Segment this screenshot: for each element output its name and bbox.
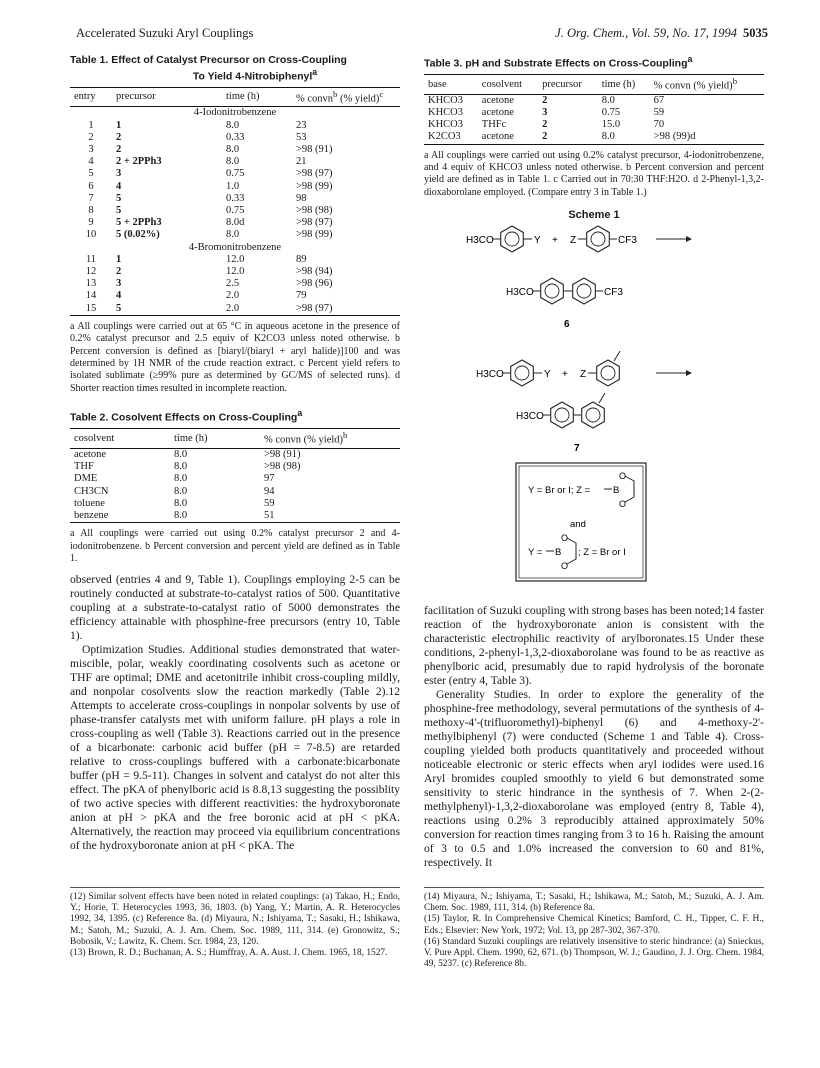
table3-cell: 8.0	[601, 94, 615, 106]
table1-cell: 4	[116, 180, 122, 192]
table3-cell: 2	[542, 119, 548, 131]
svg-text:B: B	[613, 484, 620, 496]
table1-cell: 0.33	[226, 131, 245, 143]
table1-cell: 0.33	[226, 192, 245, 204]
table3-cell: 59	[653, 106, 665, 118]
table1-cell: 14	[85, 290, 97, 302]
table1-cell: 4	[116, 290, 122, 302]
table2-body	[70, 448, 400, 522]
table2-cell: 97	[264, 473, 275, 485]
table3-row	[424, 94, 764, 107]
z-label: Z	[570, 234, 577, 246]
table1-cell: 98	[296, 192, 307, 204]
svg-text:H3CO: H3CO	[506, 286, 534, 298]
table1-cell: 8.0	[226, 229, 240, 241]
table1-cell: 2	[116, 265, 122, 277]
table1-row	[70, 217, 400, 229]
table2-cell: 59	[264, 497, 275, 509]
table1-cell: 8.0	[226, 156, 240, 168]
table1-cell: 2	[116, 143, 122, 155]
scheme-reaction-2	[476, 351, 692, 386]
table1-cell: 9	[88, 217, 94, 229]
table2-col-convn: % convn (% yield)$^b$	[264, 430, 348, 446]
table1-cell: 12.0	[226, 253, 245, 265]
table1	[70, 87, 400, 316]
table2-row	[70, 498, 400, 510]
table1-cell: >98 (96)	[296, 278, 333, 290]
left-references	[70, 887, 400, 959]
table1-cell: 13	[85, 278, 97, 290]
table3-cell: K2CO3	[428, 131, 461, 143]
running-header-journal	[555, 26, 768, 41]
reference-15: (15) Taylor, R. In Comprehensive Chemical Kinetics; Bamford, C. H., Tipper, C. F. H., Eds.; Elsevier: New York, 1972; Vol. 13, pp 287-302, 367-370.	[424, 914, 764, 936]
box-definition-2-suffix: ; Z = Br or I	[578, 546, 626, 558]
table2-cell: toluene	[74, 497, 105, 509]
table3-cell: THFc	[481, 119, 507, 131]
table1-cell: 3	[116, 278, 122, 290]
table1-cell: 53	[296, 131, 307, 143]
box-definition-2: Y =	[528, 546, 543, 558]
table2-row	[70, 473, 400, 485]
box-definition-1: Y = Br or I; Z =	[528, 484, 591, 496]
table1-cell: 2.0	[226, 290, 240, 302]
reference-14: (14) Miyaura, N.; Ishiyama, T.; Sasaki, H.; Ishikawa, M.; Satoh, M.; Suzuki, A. J. Am. Chem. Soc. 1989, 111, 314. (b) Reference 8a.	[424, 892, 764, 914]
svg-text:B: B	[555, 546, 562, 558]
table1-row	[70, 266, 400, 278]
table2-cell: DME	[74, 473, 98, 485]
table1-cell: 1	[116, 119, 122, 131]
table1-section-header: 4-Iodonitrobenzene	[193, 107, 277, 119]
table1-cell: 5 + 2PPh3	[116, 217, 162, 229]
table1-col-entry: entry	[74, 91, 96, 103]
table2	[70, 428, 400, 523]
table1-section-header: 4-Bromonitrobenzene	[188, 241, 282, 253]
page-number: 5035	[743, 26, 768, 40]
table2-cell: 51	[264, 509, 275, 521]
table3-row	[424, 119, 764, 131]
table3-col-cosolvent: cosolvent	[481, 78, 523, 90]
table1-cell: 21	[296, 156, 307, 168]
table1-row	[70, 205, 400, 217]
table2-col-cosolvent: cosolvent	[74, 433, 115, 445]
table3-header-row	[424, 75, 764, 95]
table3-col-convn: % convn (% yield)$^b$	[653, 76, 738, 92]
table1-cell: >98 (97)	[296, 302, 333, 314]
table1-header-row	[70, 87, 400, 107]
table1-cell: >98 (98)	[296, 204, 333, 216]
table3-cell: >98 (99)d	[653, 131, 696, 143]
right-references	[424, 887, 764, 970]
table2-cell: acetone	[74, 448, 107, 460]
table3-body	[424, 94, 764, 144]
box-and-label: and	[570, 518, 586, 530]
table1-cell: 79	[296, 290, 307, 302]
table1-cell: 8.0	[226, 143, 240, 155]
table1-cell: 23	[296, 119, 307, 131]
reference-12: (12) Similar solvent effects have been noted in related couplings: (a) Takao, H.; Endo, Y.; Horie, T. Heterocycles 1993, 36, 1803. (b) Yang, Y.; Martin, A. R. Heterocycles 1992, 34, 1395. (c) Reference 8a. (d) Miyaura, N.; Ishiyama, T.; Sasaki, H.; Ishikawa, M.; Satoh, M.; Suzuki, A. J. Am. Chem. Soc. 1989, 111, 314. (e) Gronowitz, S.; Bobosik, V.; Lawitz, K. Chem. Scr. 1984, 23, 120.	[70, 892, 400, 947]
table1-cell: >98 (94)	[296, 265, 333, 277]
table3-col-base: base	[428, 78, 447, 90]
compound-7-label: 7	[574, 442, 580, 454]
table3-cell: KHCO3	[428, 94, 464, 106]
table2-cell: THF	[74, 461, 94, 473]
svg-text:CF3: CF3	[604, 286, 623, 298]
table2-cell: CH3CN	[74, 485, 109, 497]
table1-row	[70, 193, 400, 205]
table1-cell: 2	[116, 131, 122, 143]
right-column	[424, 54, 764, 870]
scheme-reaction-1	[466, 226, 692, 252]
table1-row	[70, 290, 400, 302]
table1-row	[70, 254, 400, 266]
table1-cell: 7	[88, 192, 94, 204]
journal-citation: J. Org. Chem., Vol. 59, No. 17, 1994	[555, 26, 737, 40]
table3-cell: 2	[542, 131, 548, 143]
table3-cell: 2	[542, 94, 548, 106]
table2-footnote: a All couplings were carried out using 0.2% catalyst precursor 2 and 4-iodonitrobenzene. b Percent conversion and percent yield are defined as in Table 1.	[70, 528, 400, 564]
table3-cell: KHCO3	[428, 106, 464, 118]
table1-cell: 1	[116, 253, 122, 265]
table1-caption-line1: Table 1. Effect of Catalyst Precursor on Cross-Coupling	[70, 54, 347, 66]
table3-cell: 8.0	[601, 131, 615, 143]
svg-text:O: O	[619, 498, 627, 509]
reference-13: (13) Brown, R. D.; Buchanan, A. S.; Humffray, A. A. Aust. J. Chem. 1965, 18, 1527.	[70, 948, 388, 959]
table3-col-time: time (h)	[601, 78, 636, 90]
table2-cell: 8.0	[174, 473, 188, 485]
table2-caption: Table 2. Cosolvent Effects on Cross-Coupling$^a$	[70, 408, 303, 424]
product-6-structure	[506, 278, 623, 330]
scheme-title: Scheme 1	[568, 209, 620, 222]
table1-cell: 4	[88, 156, 94, 168]
product-7-structure	[516, 393, 605, 454]
table3-cell: acetone	[481, 131, 514, 143]
table3-caption: Table 3. pH and Substrate Effects on Cross-Coupling$^a$	[424, 54, 693, 70]
table3-cell: 0.75	[601, 106, 621, 118]
svg-text:+: +	[562, 368, 568, 380]
svg-text:Y: Y	[544, 368, 551, 380]
table1-cell: 2	[88, 131, 94, 143]
table1-row	[70, 278, 400, 290]
svg-text:O: O	[619, 470, 627, 481]
table2-cell: 8.0	[174, 497, 188, 509]
table1-cell: 8.0d	[226, 217, 245, 229]
benzene-ring-icon	[501, 226, 524, 252]
table2-cell: 8.0	[174, 448, 188, 460]
table1-cell: >98 (99)	[296, 180, 333, 192]
table1-row	[70, 168, 400, 180]
plus-sign: +	[552, 234, 558, 246]
compound-6-label: 6	[564, 318, 570, 330]
table1-cell: 12	[85, 265, 97, 277]
table2-cell: benzene	[74, 509, 109, 521]
table2-cell: 8.0	[174, 485, 188, 497]
table2-row	[70, 510, 400, 523]
table1-row	[70, 303, 400, 316]
table3-col-precursor: precursor	[542, 78, 582, 90]
reference-16: (16) Standard Suzuki couplings are relatively insensitive to steric hindrance: (a) Snieckus, V. Pure Appl. Chem. 1990, 62, 671. (b) Thompson, W. J.; Gaudino, J. J. Org. Chem. 1984, 49, 5237. (c) Reference 8b.	[424, 936, 764, 970]
table1-cell: 0.75	[226, 204, 245, 216]
table2-header-row	[70, 429, 400, 449]
table1-row	[70, 229, 400, 241]
table1-row	[70, 144, 400, 156]
table2-row	[70, 448, 400, 461]
table2-cell: 8.0	[174, 461, 188, 473]
table1-row	[70, 156, 400, 168]
table1-cell: 12.0	[226, 265, 245, 277]
table1-row	[70, 181, 400, 193]
table3-cell: 15.0	[601, 119, 621, 131]
running-header-title: Accelerated Suzuki Aryl Couplings	[76, 26, 254, 40]
table1-cell: >98 (91)	[296, 143, 333, 155]
table1-col-time: time (h)	[226, 91, 260, 103]
table1-cell: 1	[88, 119, 94, 131]
methoxy-label: H3CO	[466, 234, 494, 246]
table3-footnote: a All couplings were carried out using 0.2% catalyst precursor, 4-iodonitrobenzene, and 4 equiv of KHCO3 unless noted otherwise. b Percent conversion and percent yield are defined as in Table 1. c Carried out in 70:30 THF:H2O. d 2-Phenyl-1,3,2-dioxaborolane employed. (Compare entry 3 in Table 1.)	[424, 149, 764, 198]
table1-cell: 5	[88, 168, 94, 180]
table3-row	[424, 131, 764, 144]
right-body-paragraph-1: facilitation of Suzuki coupling with strong bases has been noted;14 faster reaction of the hydroxyboronate anion is consistent with the characteristic electrophilic reactivity of arylboronates.15 Under these conditions, 2-phenyl-1,3,2-dioxaborolane was found to be as reactive as phenylboric acid, presumably due to rapid hydrolysis of the boronate ester (entry 4, Table 3).	[424, 603, 765, 687]
table1-cell: 6	[88, 180, 94, 192]
table1-cell: 5	[116, 302, 122, 314]
left-body-paragraph-2: Optimization Studies. Additional studies demonstrated that water-miscible, polar, weakly coordinating cosolvents such as acetone or THF are optimal; DME and acetonitrile inhibit cross-coupling mildly, and nonpolar cosolvents slow the reaction markedly (Table 2).12 Attempts to accelerate cross-couplings in nonpolar solvents by use of phase-transfer catalysts met with uniform failure. pH plays a role in cross-coupling as well (Table 3). Reactions carried out in the presence of a bicarbonate: carbonic acid buffer (pH = 7-8.5) are retarded relative to cross-couplings buffered with a carbonate:bicarbonate buffer (pH = 9.5-11). Changes in solvent and catalyst do not alter this effect. The pKA of phenylboric acid is 8.8,13 suggesting the possiblity of two active species with different reactivities: the hydroxyboronate anion at pH > pKA and the free boronic acid at pH < pKA. Alternatively, the reaction may proceed via equilibrium concentrations of the hydroxyboronate anion at pH < pKA. The	[70, 643, 400, 853]
svg-text:O: O	[561, 532, 569, 543]
table3	[424, 74, 764, 144]
table3-cell: acetone	[481, 94, 514, 106]
svg-text:H3CO: H3CO	[516, 410, 544, 422]
table1-cell: 2 + 2PPh3	[116, 156, 162, 168]
left-column	[70, 54, 400, 853]
table1-cell: 8	[88, 204, 94, 216]
table1-row	[70, 120, 400, 132]
svg-text:Z: Z	[580, 368, 587, 380]
table1-body	[70, 107, 400, 315]
table1-cell: 15	[85, 302, 97, 314]
table1-col-convn: % convn$^b$ (% yield)$^c$	[296, 88, 384, 105]
table1-footnote: a All couplings were carried out at 65 °C in aqueous acetone in the presence of 0.2% catalyst precursor and 2.5 equiv of K2CO3 unless noted otherwise. b Percent conversion is defined as [biaryl/(biaryl + aryl halide)]100 and was determined by 1H NMR of the crude reaction extract. c Percent yield refers to isolated sublimate (≥99% pure as determined by GC/MS of selected runs). d Shorter reaction times resulted in incomplete reaction.	[70, 320, 400, 394]
table2-row	[70, 461, 400, 473]
table1-caption	[70, 54, 400, 83]
cf3-label: CF3	[618, 234, 637, 246]
table1-cell: >98 (97)	[296, 168, 333, 180]
methyl-substituent	[614, 351, 620, 361]
scheme-definition-box	[516, 463, 646, 581]
table1-cell: 5	[116, 192, 122, 204]
y-label: Y	[534, 234, 541, 246]
table1-cell: >98 (97)	[296, 217, 333, 229]
table2-col-time: time (h)	[174, 433, 208, 445]
table3-cell: 3	[542, 106, 548, 118]
table1-cell: 1.0	[226, 180, 240, 192]
table1-cell: 0.75	[226, 168, 245, 180]
table1-cell: 5	[116, 204, 122, 216]
table1-cell: 8.0	[226, 119, 240, 131]
table2-cell: 8.0	[174, 509, 188, 521]
table1-cell: 89	[296, 253, 307, 265]
table3-row	[424, 107, 764, 119]
table1-cell: >98 (99)	[296, 229, 333, 241]
right-body-paragraph-2: Generality Studies. In order to explore the generality of the phosphine-free methodology, several permutations of the synthesis of 4-methoxy-4'-(trifluoromethyl)-biphenyl (6) and 4-methoxy-2'-methylbiphenyl (7) were conducted (Scheme 1 and Table 4). Cross-coupling yielded both products quantitatively and proceeded without noticeable electronic or steric effects when aryl iodides were used.16 Aryl bromides coupled smoothly to yield 6 but demonstrated some sensitivity to steric hindrance in the synthesis of 7. When 2-(2-methylphenyl)-1,3,2-dioxaborolane was employed (entry 8, Table 4), reactions using 0.2% 3 reproducibly attained approximately 50% conversion for reaction times ranging from 3 to 16 h. Raising the amount of 3 to 0.5 and 1.0% increased the conversion to 60 and 81%, respectively. It	[424, 687, 764, 869]
scheme-1-figure	[424, 223, 764, 593]
table1-cell: 10	[85, 229, 97, 241]
table1-cell: 2.0	[226, 302, 240, 314]
table1-caption-line2: To Yield 4-Nitrobiphenyl$^a$	[192, 66, 318, 83]
table3-cell: KHCO3	[428, 119, 464, 131]
table1-col-precursor: precursor	[116, 91, 156, 103]
table2-cell: >98 (91)	[264, 448, 301, 460]
left-body-paragraph-1: observed (entries 4 and 9, Table 1). Couplings employing 2-5 can be routinely conducted at substrate-to-catalyst ratios of 500. Quantitative coupling at a substrate-to-catalyst ratio of 5000 demonstrates the efficiency attainable with phosphine-free precursors (entry 10, Table 1).	[70, 573, 400, 643]
table3-cell: 67	[653, 94, 665, 106]
table2-row	[70, 486, 400, 498]
table2-cell: 94	[264, 485, 275, 497]
table1-row	[70, 132, 400, 144]
table3-cell: acetone	[481, 106, 514, 118]
table2-cell: >98 (98)	[264, 461, 301, 473]
table1-cell: 3	[88, 143, 94, 155]
svg-text:O: O	[561, 560, 569, 571]
svg-text:H3CO: H3CO	[476, 368, 504, 380]
table1-cell: 11	[85, 253, 97, 265]
table1-cell: 2.5	[226, 278, 240, 290]
table1-cell: 3	[116, 168, 122, 180]
benzene-ring-icon	[587, 226, 610, 252]
table1-cell: 5 (0.02%)	[116, 229, 160, 241]
table3-cell: 70	[653, 119, 665, 131]
